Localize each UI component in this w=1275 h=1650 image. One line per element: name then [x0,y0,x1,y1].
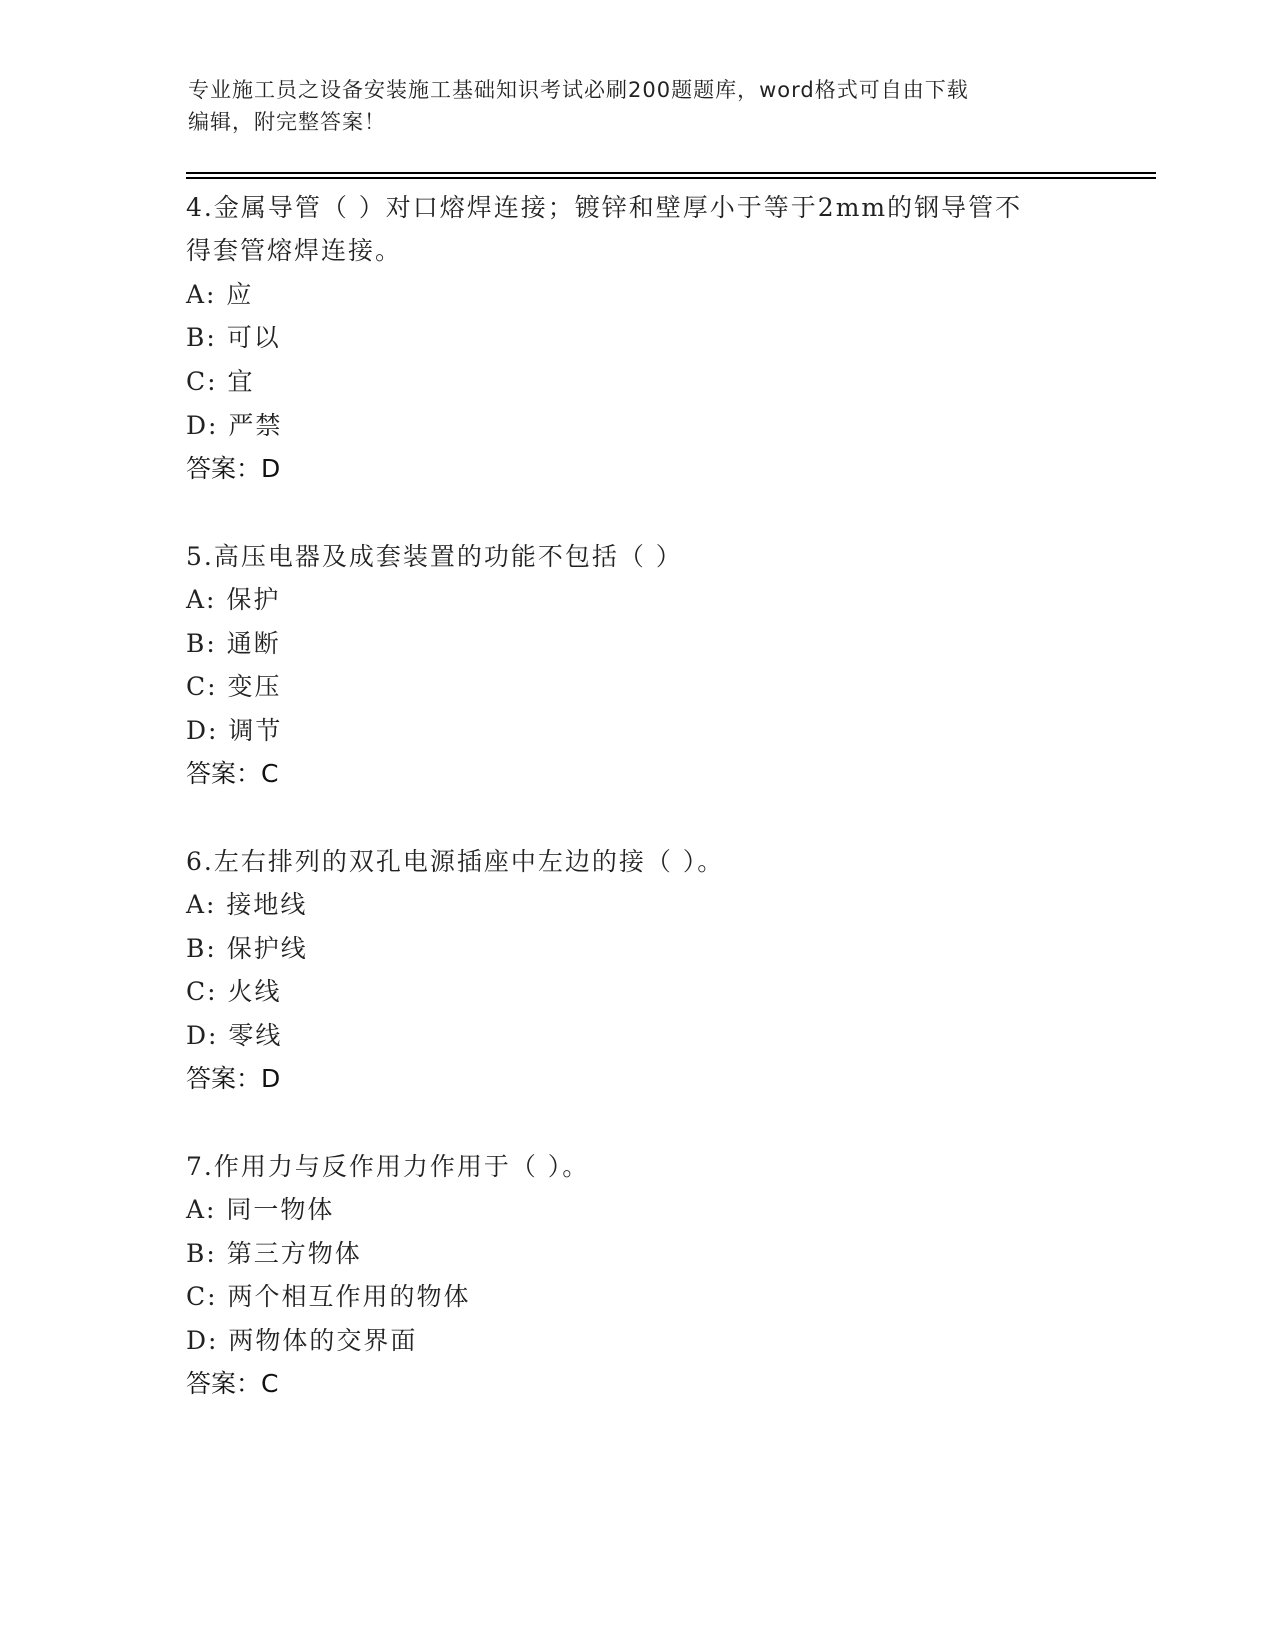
option-b: B: 可以 [186,323,281,352]
option-c: C: 火线 [186,977,282,1006]
question-stem: 7.作用力与反作用力作用于（ ）。 [186,1152,590,1181]
option-a: A: 接地线 [186,890,308,919]
option-d: D: 严禁 [186,411,283,440]
header-divider-bottom [186,177,1156,179]
option-d: D: 零线 [186,1021,283,1050]
option-b: B: 保护线 [186,934,308,963]
option-c: C: 宜 [186,367,255,396]
question-stem: 4.金属导管（ ）对口熔焊连接；镀锌和壁厚小于等于2mm的钢导管不 [186,193,1023,222]
option-a: A: 应 [186,280,254,309]
option-c: C: 变压 [186,672,282,701]
option-c: C: 两个相互作用的物体 [186,1282,471,1311]
option-b: B: 通断 [186,629,281,658]
option-a: A: 保护 [186,585,281,614]
option-a: A: 同一物体 [186,1195,335,1224]
answer: 答案：C [186,759,279,788]
answer: 答案：D [186,454,281,483]
option-b: B: 第三方物体 [186,1239,362,1268]
option-d: D: 调节 [186,716,283,745]
document-title-line-1: 专业施工员之设备安装施工基础知识考试必刷200题题库，word格式可自由下载 [188,78,969,102]
question-stem: 5.高压电器及成套装置的功能不包括（ ） [186,542,683,571]
answer: 答案：D [186,1064,281,1093]
answer: 答案：C [186,1369,279,1398]
question-stem: 6.左右排列的双孔电源插座中左边的接（ ）。 [186,847,725,876]
option-d: D: 两物体的交界面 [186,1326,418,1355]
question-stem-continued: 得套管熔焊连接。 [186,236,403,265]
document-title-line-2: 编辑，附完整答案！ [188,110,386,134]
header-divider-top [186,172,1156,174]
